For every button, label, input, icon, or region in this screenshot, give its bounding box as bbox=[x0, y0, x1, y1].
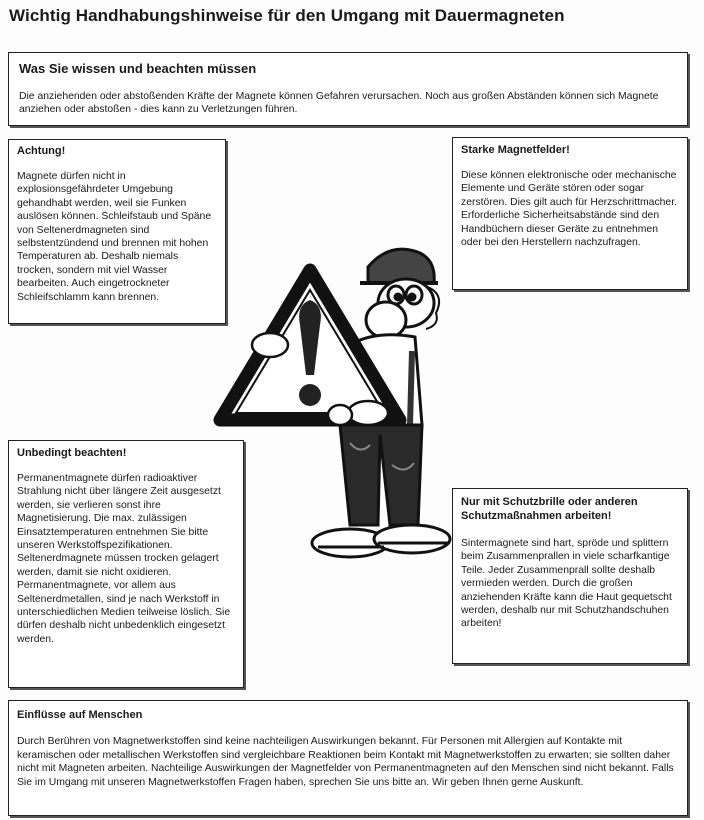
achtung-heading: Achtung! bbox=[17, 145, 66, 157]
beachten-box bbox=[8, 440, 244, 688]
page-title: Wichtig Handhabungshinweise für den Umgang mit Dauermagneten bbox=[9, 6, 565, 25]
magnetfelder-box bbox=[452, 137, 688, 290]
intro-heading: Was Sie wissen und beachten müssen bbox=[19, 61, 257, 76]
schutz-box bbox=[452, 488, 688, 664]
schutz-text: Sintermagnete sind hart, spröde und splittern beim Zusammenprallen in viele scharfkantige Teile. Jeder Zusammenprall sollte deshalb vermieden werden. Durch die großen anziehenden Kräfte kann die Haut gequetscht werden, deshalb nur mit Schutzhandschuhen arbeiten! bbox=[461, 538, 672, 630]
intro-box bbox=[8, 52, 688, 126]
beachten-text: Permanentmagnete dürfen radioaktiver Strahlung nicht über längere Zeit ausgesetzt werden, sie verlieren sonst ihre Magnetisierung. Die max. zulässigen Einsatztemperaturen entnehmen Sie bitte unseren Werkstoffspezifikationen. Seltenerdmagnete müssen trocken gelagert werden, damit sie nicht oxidieren. Permanentmagnete, vor allem aus Seltenerdmetallen, sind je nach Werkstoff in unterschiedlichen Medien teilweise löslich. Sie dürfen deshalb nicht unbedenklich eingesetzt werden. bbox=[17, 473, 231, 645]
beachten-heading: Unbedingt beachten! bbox=[17, 447, 127, 459]
magnetfelder-text: Diese können elektronische oder mechanische Elemente und Geräte stören oder sogar zerstören. Dies gilt auch für Herzschrittmacher. Erforderliche Sicherheitsabstände sind den Handbüchern dieser Geräte zu entnehmen oder bei den Herstellern nachzufragen. bbox=[461, 170, 677, 249]
menschen-text: Durch Berühren von Magnetwerkstoffen sind keine nachteiligen Auswirkungen bekannt. Für Personen mit Allergien auf Kontakte mit keramischen oder metallischen Werkstoffen sind vergleichbare Reaktionen beim Kontakt mit Magnetwerkstoffen zu erwarten; sie sollten daher nicht mit Magneten arbeiten. Nachteilige Auswirkungen der Magnetfelder von Permanentmagneten auf den Menschen sind nicht bekannt. Falls Sie im Umgang mit unseren Magnetwerkstoffen Fragen haben, sprechen Sie uns bitte an. Wir geben Ihnen gerne Auskunft. bbox=[17, 736, 674, 788]
menschen-heading: Einflüsse auf Menschen bbox=[17, 709, 143, 721]
achtung-box bbox=[8, 139, 226, 324]
menschen-box bbox=[8, 700, 688, 816]
achtung-text: Magnete dürfen nicht in explosionsgefährdeter Umgebung gehandhabt werden, weil sie Funken auslösen können. Schleifstaub und Späne von Seltenerdmagneten sind selbstentzündend und brennen mit hohen Temperaturen ab. Deshalb niemals trocken, sondern mit viel Wasser bearbeiten. Auch eingetrockneter Schleifschlamm kann brennen. bbox=[17, 171, 212, 303]
magnetfelder-heading: Starke Magnetfelder! bbox=[461, 144, 570, 156]
intro-text: Die anziehenden oder abstoßenden Kräfte der Magnete können Gefahren verursachen. Noch aus großen Abständen können sich Magnete anziehen oder abstoßen - dies kann zu Verletzungen führen. bbox=[19, 91, 659, 116]
schutz-heading: Nur mit Schutzbrille oder anderen Schutzmaßnahmen arbeiten! bbox=[461, 496, 638, 522]
